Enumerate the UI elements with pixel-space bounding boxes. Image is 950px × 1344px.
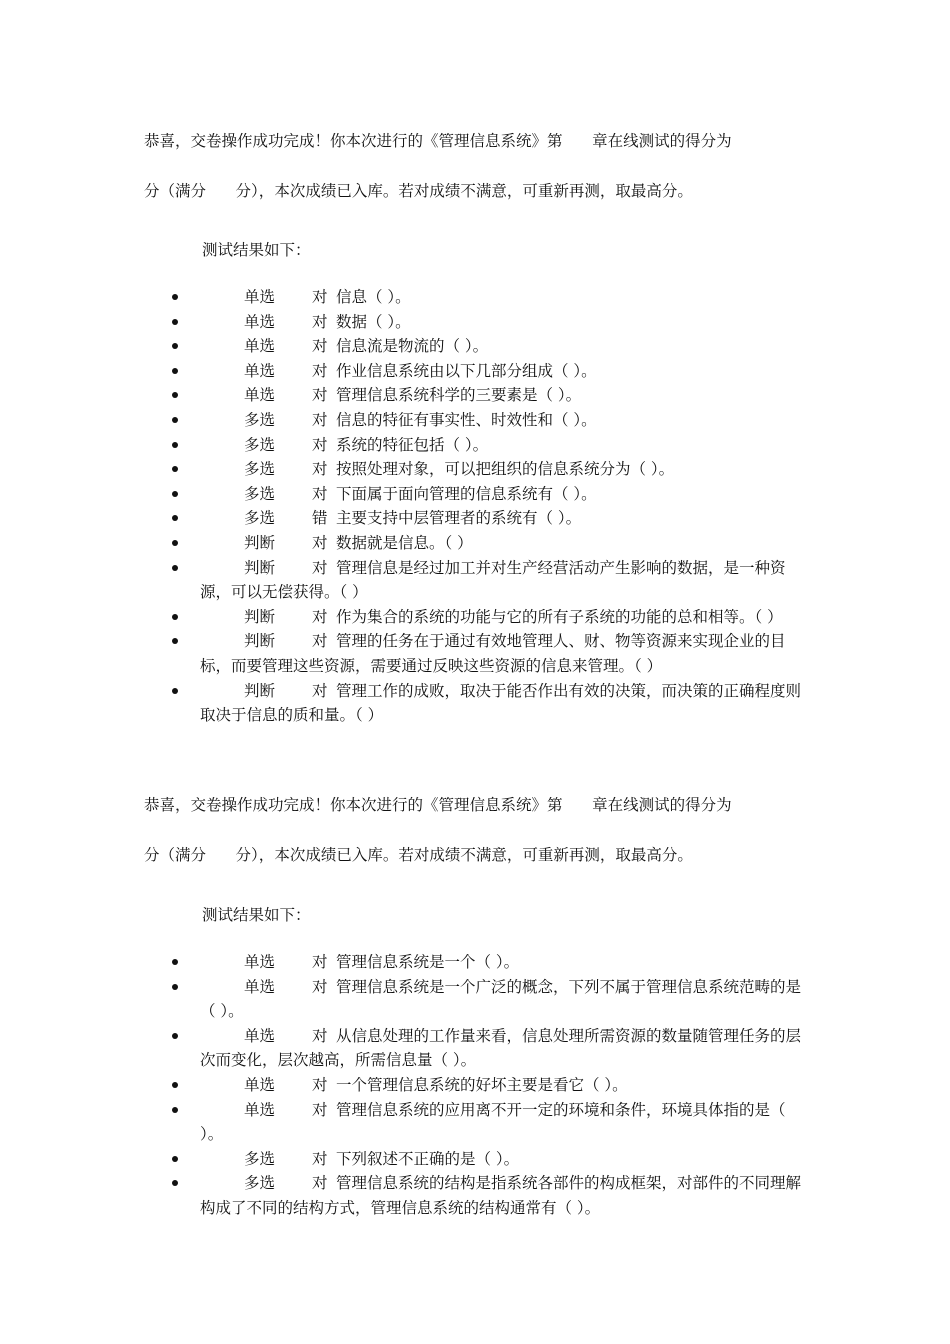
question-result: 对 [312,288,328,306]
question-result: 对 [312,533,328,552]
question-item [0,408,808,433]
bullet-icon [172,491,178,497]
bullet-icon [172,417,178,423]
bullet-icon [172,688,178,694]
question-item [0,975,808,1024]
bullet-icon [172,1082,178,1088]
question-text: 数据就是信息。（ ） [336,533,473,552]
bullet-icon [172,1033,178,1039]
question-item [0,556,808,605]
question-result: 对 [312,632,328,651]
question-item [0,679,808,728]
question-type: 单选 [244,1100,276,1119]
bullet-icon [172,614,178,620]
question-text: 管理信息系统是一个（ ）。 [336,953,520,971]
question-list [0,950,950,1221]
question-result: 对 [312,435,328,454]
question-result: 对 [312,484,328,503]
question-text: 主要支持中层管理者的系统有（ ）。 [336,509,582,528]
question-item [0,383,808,408]
success-message-line-2: 分（满分 分），本次成绩已入库。若对成绩不满意，可重新再测，取最高分。 [144,846,693,864]
question-type: 判断 [244,558,276,577]
question-result: 对 [312,607,328,626]
question-type: 多选 [244,460,276,479]
question-type: 判断 [244,681,276,700]
bullet-icon [172,319,178,325]
question-item [0,629,808,678]
question-text: 信息流是物流的（ ）。 [336,337,489,356]
question-text: 管理信息系统的应用离不开一定的环境和条件，环境具体指的是（ ）。 [200,1100,786,1144]
question-item [0,506,808,531]
question-type: 单选 [244,337,276,356]
question-result: 对 [312,361,328,380]
question-type: 单选 [244,953,276,971]
question-result: 对 [312,410,328,429]
question-text: 管理的任务在于通过有效地管理人、财、物等资源来实现企业的目标，而要管理这些资源，需要通过反映这些资源的信息来管理。（ ） [200,632,786,675]
question-result: 对 [312,1174,328,1193]
bullet-icon [172,984,178,990]
question-item [0,950,808,975]
question-item [0,334,808,359]
question-result: 对 [312,953,328,971]
question-item [0,457,808,482]
question-type: 单选 [244,1075,276,1094]
question-text: 系统的特征包括（ ）。 [336,435,489,454]
question-type: 多选 [244,484,276,503]
question-type: 多选 [244,435,276,454]
question-text: 数据（ ）。 [336,312,411,331]
question-type: 单选 [244,361,276,380]
question-text: 信息的特征有事实性、时效性和（ ）。 [336,410,597,429]
question-item [0,433,808,458]
question-result: 对 [312,1075,328,1094]
bullet-icon [172,392,178,398]
question-text: 管理信息是经过加工并对生产经营活动产生影响的数据，是一种资源，可以无偿获得。（ ） [200,558,786,602]
question-type: 多选 [244,1149,276,1168]
bullet-icon [172,466,178,472]
bullet-icon [172,1180,178,1186]
question-type: 多选 [244,509,276,528]
bullet-icon [172,442,178,448]
question-text: 一个管理信息系统的好坏主要是看它（ ）。 [336,1075,628,1094]
question-text: 管理信息系统的结构是指系统各部件的构成框架，对部件的不同理解构成了不同的结构方式，管理信息系统的结构通常有（ ）。 [200,1174,802,1217]
question-type: 多选 [244,1174,276,1193]
question-text: 下面属于面向管理的信息系统有（ ）。 [336,484,597,503]
question-text: 作业信息系统由以下几部分组成（ ）。 [336,361,597,380]
result-heading: 测试结果如下： [202,906,311,924]
question-item [0,1024,808,1073]
question-item [0,1073,808,1098]
bullet-icon [172,638,178,644]
bullet-icon [172,343,178,349]
bullet-icon [172,515,178,521]
question-item [0,482,808,507]
success-message-line-1: 恭喜，交卷操作成功完成！你本次进行的《管理信息系统》第 章在线测试的得分为 [144,796,732,814]
question-text: 从信息处理的工作量来看，信息处理所需资源的数量随管理任务的层次而变化，层次越高，所需信息量（ ）。 [200,1026,802,1070]
question-text: 管理信息系统科学的三要素是（ ）。 [336,386,582,405]
question-result: 对 [312,977,328,996]
question-item [0,310,808,335]
question-result: 对 [312,460,328,479]
question-type: 判断 [244,533,276,552]
question-type: 单选 [244,386,276,405]
question-type: 单选 [244,312,276,331]
bullet-icon [172,1107,178,1113]
question-item [0,1147,808,1172]
question-text: 管理信息系统是一个广泛的概念，下列不属于管理信息系统范畴的是（ ）。 [200,977,802,1021]
bullet-icon [172,959,178,965]
question-result: 对 [312,1026,328,1045]
question-item [0,1171,808,1220]
question-type: 单选 [244,288,276,306]
question-result: 对 [312,558,328,577]
question-item [0,285,808,310]
bullet-icon [172,565,178,571]
question-text: 信息（ ）。 [336,288,411,306]
question-result: 对 [312,1149,328,1168]
question-item [0,1098,808,1147]
result-heading: 测试结果如下： [202,241,311,259]
question-result: 对 [312,337,328,356]
question-item [0,359,808,384]
question-result: 对 [312,386,328,405]
question-type: 单选 [244,1026,276,1045]
bullet-icon [172,1156,178,1162]
question-text: 下列叙述不正确的是（ ）。 [336,1149,520,1168]
question-type: 单选 [244,977,276,996]
success-message-line-1: 恭喜，交卷操作成功完成！你本次进行的《管理信息系统》第 章在线测试的得分为 [144,132,732,150]
bullet-icon [172,368,178,374]
bullet-icon [172,540,178,546]
question-item [0,531,808,556]
question-result: 对 [312,312,328,331]
question-type: 多选 [244,410,276,429]
question-result: 对 [312,1100,328,1119]
success-message-line-2: 分（满分 分），本次成绩已入库。若对成绩不满意，可重新再测，取最高分。 [144,182,693,200]
question-type: 判断 [244,632,276,651]
question-type: 判断 [244,607,276,626]
question-text: 作为集合的系统的功能与它的所有子系统的功能的总和相等。（ ） [336,607,783,626]
question-result: 对 [312,681,328,700]
question-text: 管理工作的成败，取决于能否作出有效的决策，而决策的正确程度则取决于信息的质和量。（ ） [200,681,802,725]
question-list [0,285,950,728]
question-result: 错 [312,509,328,528]
question-text: 按照处理对象，可以把组织的信息系统分为（ ）。 [336,460,675,479]
question-item [0,605,808,630]
bullet-icon [172,294,178,300]
